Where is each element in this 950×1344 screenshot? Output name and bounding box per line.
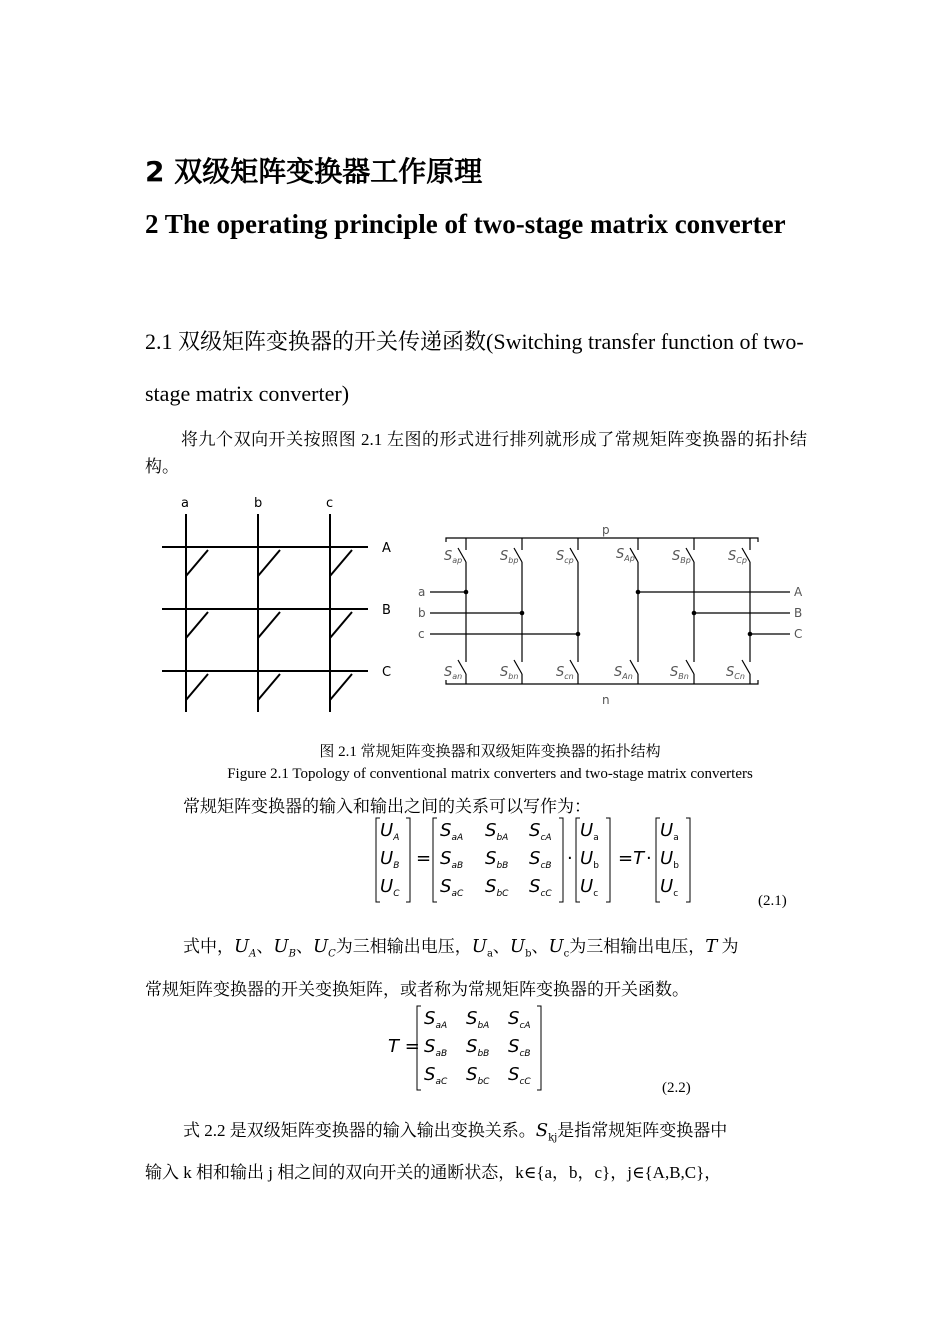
svg-text:ScB: $S_{cB}$ <box>529 848 552 871</box>
svg-text:ScC: $S_{cC}$ <box>529 876 552 899</box>
svg-text:SbA: $S_{bA}$ <box>485 820 509 843</box>
equation-2-1 <box>368 812 698 908</box>
svg-text:SaB: $S_{aB}$ <box>424 1036 448 1059</box>
svg-text:Sbp: $S_{bp}$ <box>500 549 519 565</box>
equation-2-2 <box>386 1002 546 1094</box>
paragraph-1: 将九个双向开关按照图 2.1 左图的形式进行排列就形成了常规矩阵变换器的拓扑结构。 <box>145 430 807 476</box>
heading-english: 2 The operating principle of two-stage matrix converter <box>145 209 786 239</box>
svg-text:UB: $U_B$ <box>380 848 400 871</box>
svg-text:SaA: $S_{aA}$ <box>424 1008 448 1031</box>
svg-text:SaC: $S_{aC}$ <box>424 1064 448 1087</box>
svg-text:SbB: $S_{bB}$ <box>466 1036 490 1059</box>
equation-number-2-2: (2.2) <box>662 1080 691 1096</box>
svg-text:San: $S_{an}$ <box>444 665 463 681</box>
svg-text:Ub: $U_b$ <box>660 848 679 871</box>
switch-ticks <box>466 550 750 674</box>
svg-text:SaA: $S_{aA}$ <box>440 820 464 843</box>
svg-text:SBp: $S_{Bp}$ <box>672 549 691 565</box>
svg-text:·: · <box>646 848 652 869</box>
section-title: 2.1 双级矩阵变换器的开关传递函数(Switching transfer function of two-stage matrix converter) <box>145 329 804 406</box>
left-row-A: A <box>382 541 391 556</box>
node-p: p <box>602 523 610 537</box>
svg-text:=: = <box>416 848 432 869</box>
svg-text:Scp: $S_{cp}$ <box>556 549 574 565</box>
left-col-a: a <box>181 496 189 511</box>
svg-text:SaC: $S_{aC}$ <box>440 876 464 899</box>
svg-text:=T: =T <box>618 848 645 869</box>
heading-chinese: 2 双级矩阵变换器工作原理 <box>145 155 483 188</box>
equation-number-2-1: (2.1) <box>758 893 787 909</box>
paragraph-4-line-2: 输入 k 相和输出 j 相之间的双向开关的通断状态，k∈{a，b，c}，j∈{A,B,C}， <box>145 1163 722 1182</box>
svg-text:·: · <box>567 848 573 869</box>
svg-text:SCp: $S_{Cp}$ <box>728 549 747 565</box>
figure-caption-cn: 图 2.1 常规矩阵变换器和双级矩阵变换器的拓扑结构 <box>319 744 661 760</box>
svg-text:Scn: $S_{cn}$ <box>556 665 574 681</box>
svg-text:SbA: $S_{bA}$ <box>466 1008 490 1031</box>
svg-text:Uc: $U_c$ <box>660 876 679 899</box>
left-col-b: b <box>254 496 263 511</box>
svg-text:Ub: $U_b$ <box>580 848 599 871</box>
out-B: B <box>794 606 803 620</box>
in-b: b <box>418 606 426 620</box>
conventional-matrix-diagram <box>162 514 368 712</box>
left-col-c: c <box>326 496 334 511</box>
svg-text:UC: $U_C$ <box>380 876 400 899</box>
svg-text:SBn: $S_{Bn}$ <box>670 665 689 681</box>
in-c: c <box>418 627 425 641</box>
left-row-C: C <box>382 665 392 680</box>
in-a: a <box>418 585 426 599</box>
svg-text:SbC: $S_{bC}$ <box>466 1064 490 1087</box>
svg-text:SbB: $S_{bB}$ <box>485 848 509 871</box>
svg-text:SCn: $S_{Cn}$ <box>726 665 745 681</box>
svg-text:SAn: $S_{An}$ <box>614 665 633 681</box>
svg-text:SbC: $S_{bC}$ <box>485 876 509 899</box>
paragraph-3-line-2: 常规矩阵变换器的开关变换矩阵，或者称为常规矩阵变换器的开关函数。 <box>145 980 689 999</box>
svg-text:ScA: $S_{cA}$ <box>529 820 552 843</box>
svg-text:ScA: $S_{cA}$ <box>508 1008 531 1031</box>
svg-text:ScB: $S_{cB}$ <box>508 1036 531 1059</box>
node-n: n <box>602 693 610 707</box>
figure-caption-en: Figure 2.1 Topology of conventional matrix converters and two-stage matrix converters <box>227 766 753 782</box>
left-row-B: B <box>382 603 391 618</box>
svg-text:Uc: $U_c$ <box>580 876 599 899</box>
paragraph-2: 常规矩阵变换器的输入和输出之间的关系可以写作为： <box>183 797 591 816</box>
svg-text:T =: T = <box>388 1036 420 1057</box>
out-C: C <box>794 627 803 641</box>
out-A: A <box>794 585 803 599</box>
svg-text:UA: $U_A$ <box>380 820 400 843</box>
svg-text:SAp: $S_{Ap}$ <box>616 547 635 563</box>
svg-text:SaB: $S_{aB}$ <box>440 848 464 871</box>
svg-text:ScC: $S_{cC}$ <box>508 1064 531 1087</box>
svg-text:Sbn: $S_{bn}$ <box>500 665 519 681</box>
svg-text:Ua: $U_a$ <box>580 820 599 843</box>
svg-text:Sap: $S_{ap}$ <box>444 549 463 565</box>
paragraph-3-line-1: 式中，$U_A$、$U_B$、$U_C$为三相输出电压，$U_a$、$U_b$、$U_c$为三相输出电压，T 为 <box>183 936 739 960</box>
svg-text:Ua: $U_a$ <box>660 820 679 843</box>
figure-2-1 <box>150 490 820 715</box>
paragraph-4-line-1: 式 2.2 是双级矩阵变换器的输入输出变换关系。$S_{kj}$是指常规矩阵变换器中 <box>183 1120 728 1144</box>
